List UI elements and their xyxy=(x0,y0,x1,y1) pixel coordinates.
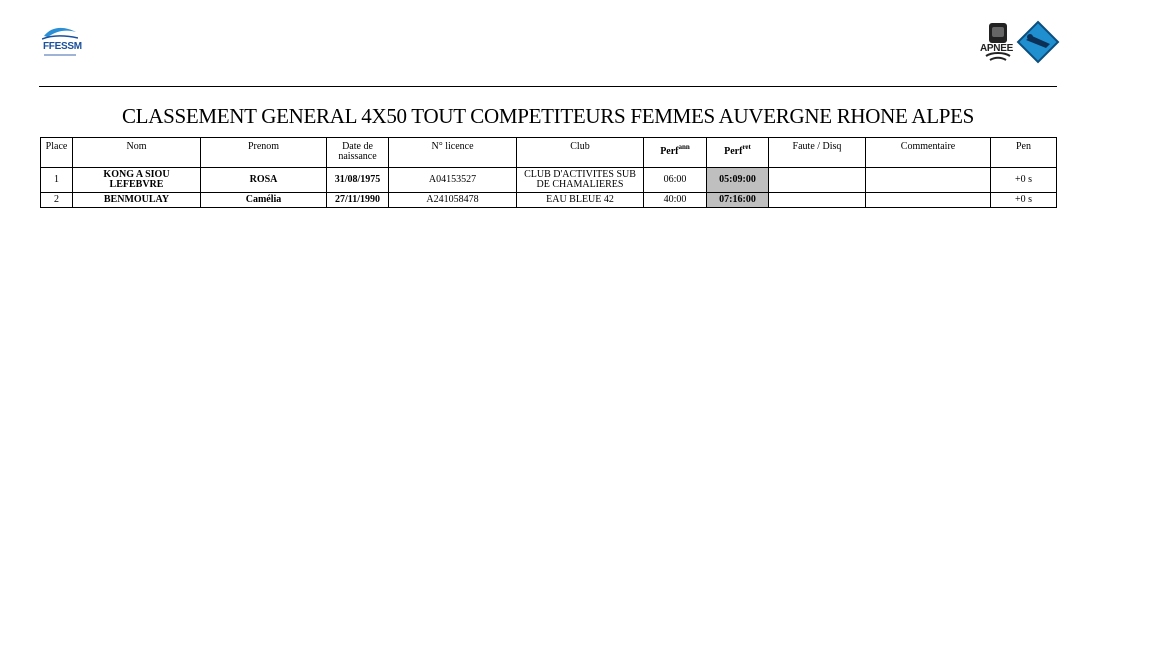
table-row xyxy=(41,193,1057,208)
cell-prenom: Camélia xyxy=(201,193,327,208)
cell-date: 31/08/1975 xyxy=(327,168,389,193)
cmas-logo xyxy=(980,22,1016,64)
col-header-club: Club xyxy=(517,138,644,168)
cell-perf-ann: 06:00 xyxy=(644,168,707,193)
col-header-pen: Pen xyxy=(991,138,1057,168)
apnee-logo xyxy=(1016,20,1060,64)
cell-perf-ann: 40:00 xyxy=(644,193,707,208)
apnee-logo-text: APNEE xyxy=(980,43,1013,54)
table-header-row xyxy=(41,138,1057,168)
col-header-licence: N° licence xyxy=(389,138,517,168)
col-header-perf-ret-label: Perf xyxy=(724,146,743,157)
col-header-date-line1: Date de xyxy=(342,141,373,152)
results-table xyxy=(40,137,1057,208)
cell-club: EAU BLEUE 42 xyxy=(517,193,644,208)
col-header-perf-ann xyxy=(644,138,707,168)
cell-place: 2 xyxy=(41,193,73,208)
cell-club-line2: DE CHAMALIERES xyxy=(536,179,624,190)
header-rule xyxy=(39,86,1057,87)
cell-perf-ret: 05:09:00 xyxy=(707,168,769,193)
cell-licence: A04153527 xyxy=(389,168,517,193)
cell-nom: BENMOULAY xyxy=(73,193,201,208)
wave-icon xyxy=(42,24,78,40)
col-header-date xyxy=(327,138,389,168)
cell-commentaire xyxy=(866,193,991,208)
col-header-perf-ret-sup: ret xyxy=(742,143,751,151)
col-header-date-line2: naissance xyxy=(338,151,377,162)
logo-divider xyxy=(44,54,76,56)
col-header-faute: Faute / Disq xyxy=(769,138,866,168)
cell-commentaire xyxy=(866,168,991,193)
col-header-perf-ann-label: Perf xyxy=(660,146,679,157)
ffessm-logo xyxy=(40,24,80,60)
page-title: CLASSEMENT GENERAL 4X50 TOUT COMPETITEURS FEMMES AUVERGNE RHONE ALPES xyxy=(121,104,975,128)
cell-club-line1: CLUB D'ACTIVITES SUB xyxy=(524,169,636,180)
cell-perf-ret: 07:16:00 xyxy=(707,193,769,208)
cell-faute xyxy=(769,193,866,208)
cell-nom xyxy=(73,168,201,193)
cell-faute xyxy=(769,168,866,193)
col-header-perf-ret xyxy=(707,138,769,168)
col-header-nom: Nom xyxy=(73,138,201,168)
col-header-place: Place xyxy=(41,138,73,168)
cell-nom-line1: KONG A SIOU xyxy=(103,169,170,180)
ffessm-logo-text: FFESSM xyxy=(43,41,82,52)
cell-prenom: ROSA xyxy=(201,168,327,193)
diver-icon xyxy=(1016,20,1060,64)
cell-club xyxy=(517,168,644,193)
cell-licence: A241058478 xyxy=(389,193,517,208)
cell-date: 27/11/1990 xyxy=(327,193,389,208)
col-header-commentaire: Commentaire xyxy=(866,138,991,168)
cell-nom-line2: LEFEBVRE xyxy=(109,179,164,190)
col-header-prenom: Prenom xyxy=(201,138,327,168)
cell-place: 1 xyxy=(41,168,73,193)
cell-pen: +0 s xyxy=(991,193,1057,208)
col-header-perf-ann-sup: ann xyxy=(678,143,690,151)
table-row xyxy=(41,168,1057,193)
cell-pen: +0 s xyxy=(991,168,1057,193)
